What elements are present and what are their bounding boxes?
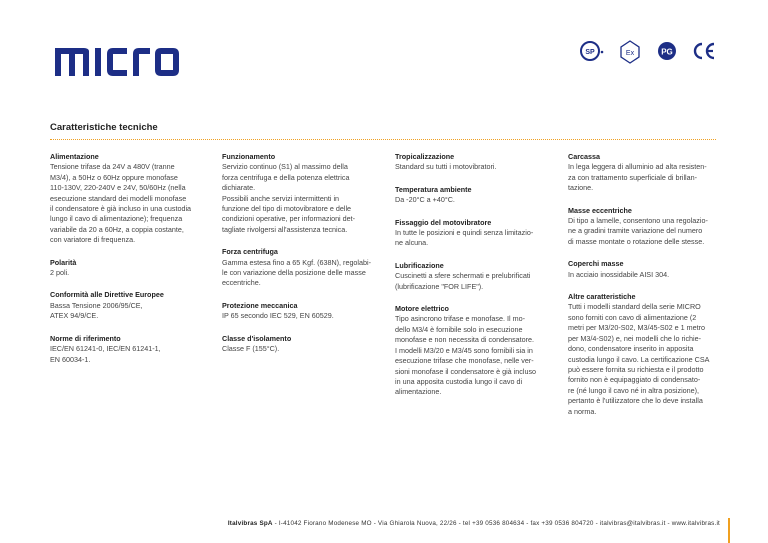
spec-text: In tutte le posizioni e quindi senza limitazio- ne alcuna.: [395, 228, 534, 248]
spec-block: [568, 259, 728, 280]
svg-text:SP: SP: [585, 49, 595, 56]
micro-logo: [55, 48, 179, 76]
spec-text: Da -20°C a +40°C.: [395, 195, 455, 205]
spec-text: Tutti i modelli standard della serie MICRO sono forniti con cavo di alimentazione (2 metri per M3/20-S02, M3/45-S02 e 1 metro per M3/4-S02) e, nei modelli che lo richie- dono, condensatore inserito in apposita custodia lungo il cavo. La certificazione CSA può essere fornita su richiesta e il prodotto fornito non è equipaggiato di condensato- re (né lungo il cavo né in altra posizione), pertanto è l'utilizzatore che lo deve installa a norma.: [568, 302, 710, 416]
spec-heading: Lubrificazione: [395, 260, 444, 270]
footer-contact: [0, 520, 720, 527]
spec-text: In acciaio inossidabile AISI 304.: [568, 269, 670, 279]
spec-block: [395, 185, 555, 206]
spec-heading: Carcassa: [568, 152, 600, 161]
spec-text: In lega leggera di alluminio ad alta resisten- za con trattamento superficiale di brillan- tazione.: [568, 162, 707, 193]
spec-block: [568, 292, 728, 417]
spec-block: [222, 301, 377, 322]
spec-block: [395, 218, 555, 249]
footer-company: Italvibras SpA: [227, 520, 273, 527]
spec-text: IEC/EN 61241-0, IEC/EN 61241-1, EN 60034-1.: [50, 344, 161, 364]
spec-heading: Temperatura ambiente: [395, 184, 472, 194]
spec-block: [50, 152, 208, 246]
spec-heading: Altre caratteristiche: [568, 292, 636, 302]
spec-block: [222, 152, 377, 235]
pg-mark-icon: [654, 37, 680, 65]
svg-text:Ex: Ex: [625, 50, 635, 57]
spec-text: Tipo asincrono trifase e monofase. Il mo- dello M3/4 è fornibile solo in esecuzione monofase e non necessita di condensatore. I modelli M3/20 e M3/45 sono fornibili sia in esecuzione trifase che monofase, nelle ver- sioni monofase il condensatore è già incluso in una apposita custodia lungo il cavo di alimentazione.: [395, 314, 537, 397]
spec-block: [568, 206, 728, 248]
spec-column-1: [50, 152, 208, 377]
spec-heading: Polarità: [50, 257, 77, 267]
svg-text:PG: PG: [661, 47, 673, 57]
spec-block: [395, 261, 555, 292]
spec-heading: Coperchi masse: [568, 259, 624, 269]
dotted-divider: [50, 139, 716, 140]
footer-details: - I-41042 Fiorano Modenese MO - Via Ghiarola Nuova, 22/26 - tel +39 0536 804634 - fax +39 0536 804720 - italvibras@italvibras.it - www.italvibras.it: [272, 520, 720, 527]
spec-text: IP 65 secondo IEC 529, EN 60529.: [222, 311, 334, 321]
spec-text: 2 poli.: [50, 268, 70, 278]
spec-heading: Masse eccentriche: [568, 205, 632, 215]
spec-text: Gamma estesa fino a 65 Kgf. (638N), regolabi- le con variazione della posizione delle masse eccentriche.: [222, 257, 372, 288]
spec-block: [395, 152, 555, 173]
spec-heading: Forza centrifuga: [222, 247, 278, 257]
spec-block: [222, 247, 377, 289]
spec-text: Di tipo a lamelle, consentono una regolazio- ne a gradini tramite variazione del numero di masse montate o rotazione delle stesse.: [568, 216, 708, 246]
spec-text: Cuscinetti a sfere schermati e prelubrificati (lubrificazione "FOR LIFE").: [395, 271, 531, 291]
footer-accent-bar: [728, 518, 730, 543]
spec-heading: Protezione meccanica: [222, 300, 298, 310]
spec-heading: Motore elettrico: [395, 304, 449, 314]
spec-heading: Tropicalizzazione: [395, 152, 455, 161]
spec-text: Bassa Tensione 2006/95/CE, ATEX 94/9/CE.: [50, 300, 143, 321]
spec-block: [395, 304, 555, 398]
ex-mark-icon: [617, 37, 643, 65]
spec-text: Tensione trifase da 24V a 480V (tranne M3/4), a 50Hz o 60Hz oppure monofase 110-130V, 220-240V e 24V, 50/60Hz (nella esecuzione standard dei modelli monofase il condensatore è già incluso in una custodia lungo il cavo di alimentazione); frequenza variabile da 20 a 60Hz, a coppia costante, con variatore di frequenza.: [50, 162, 192, 245]
spec-heading: Norme di riferimento: [50, 333, 121, 343]
spec-heading: Fissaggio del motovibratore: [395, 217, 492, 227]
ce-mark-icon: [690, 37, 718, 65]
spec-block: [50, 334, 208, 365]
spec-heading: Alimentazione: [50, 152, 99, 161]
spec-text: Servizio continuo (S1) al massimo della forza centrifuga e della potenza elettrica dichiarate. Possibili anche servizi intermittenti in funzione del tipo di motovibratore e delle condizioni operative, per informazioni det- tagliate rivolgersi all'assistenza tecnica.: [222, 162, 356, 234]
spec-text: Standard su tutti i motovibratori.: [395, 162, 497, 172]
spec-block: [50, 258, 208, 279]
spec-heading: Classe d'isolamento: [222, 333, 292, 343]
spec-block: [50, 290, 208, 321]
spec-heading: Conformità alle Direttive Europee: [50, 290, 164, 300]
spec-column-3: [395, 152, 555, 410]
csa-mark-icon: [578, 37, 606, 65]
spec-column-4: [568, 152, 728, 429]
certification-marks: [578, 37, 718, 65]
section-title: Caratteristiche tecniche: [50, 122, 158, 133]
spec-block: [222, 334, 377, 355]
spec-column-2: [222, 152, 377, 367]
spec-block: [568, 152, 728, 194]
spec-heading: Funzionamento: [222, 152, 276, 161]
spec-text: Classe F (155°C).: [222, 344, 280, 354]
